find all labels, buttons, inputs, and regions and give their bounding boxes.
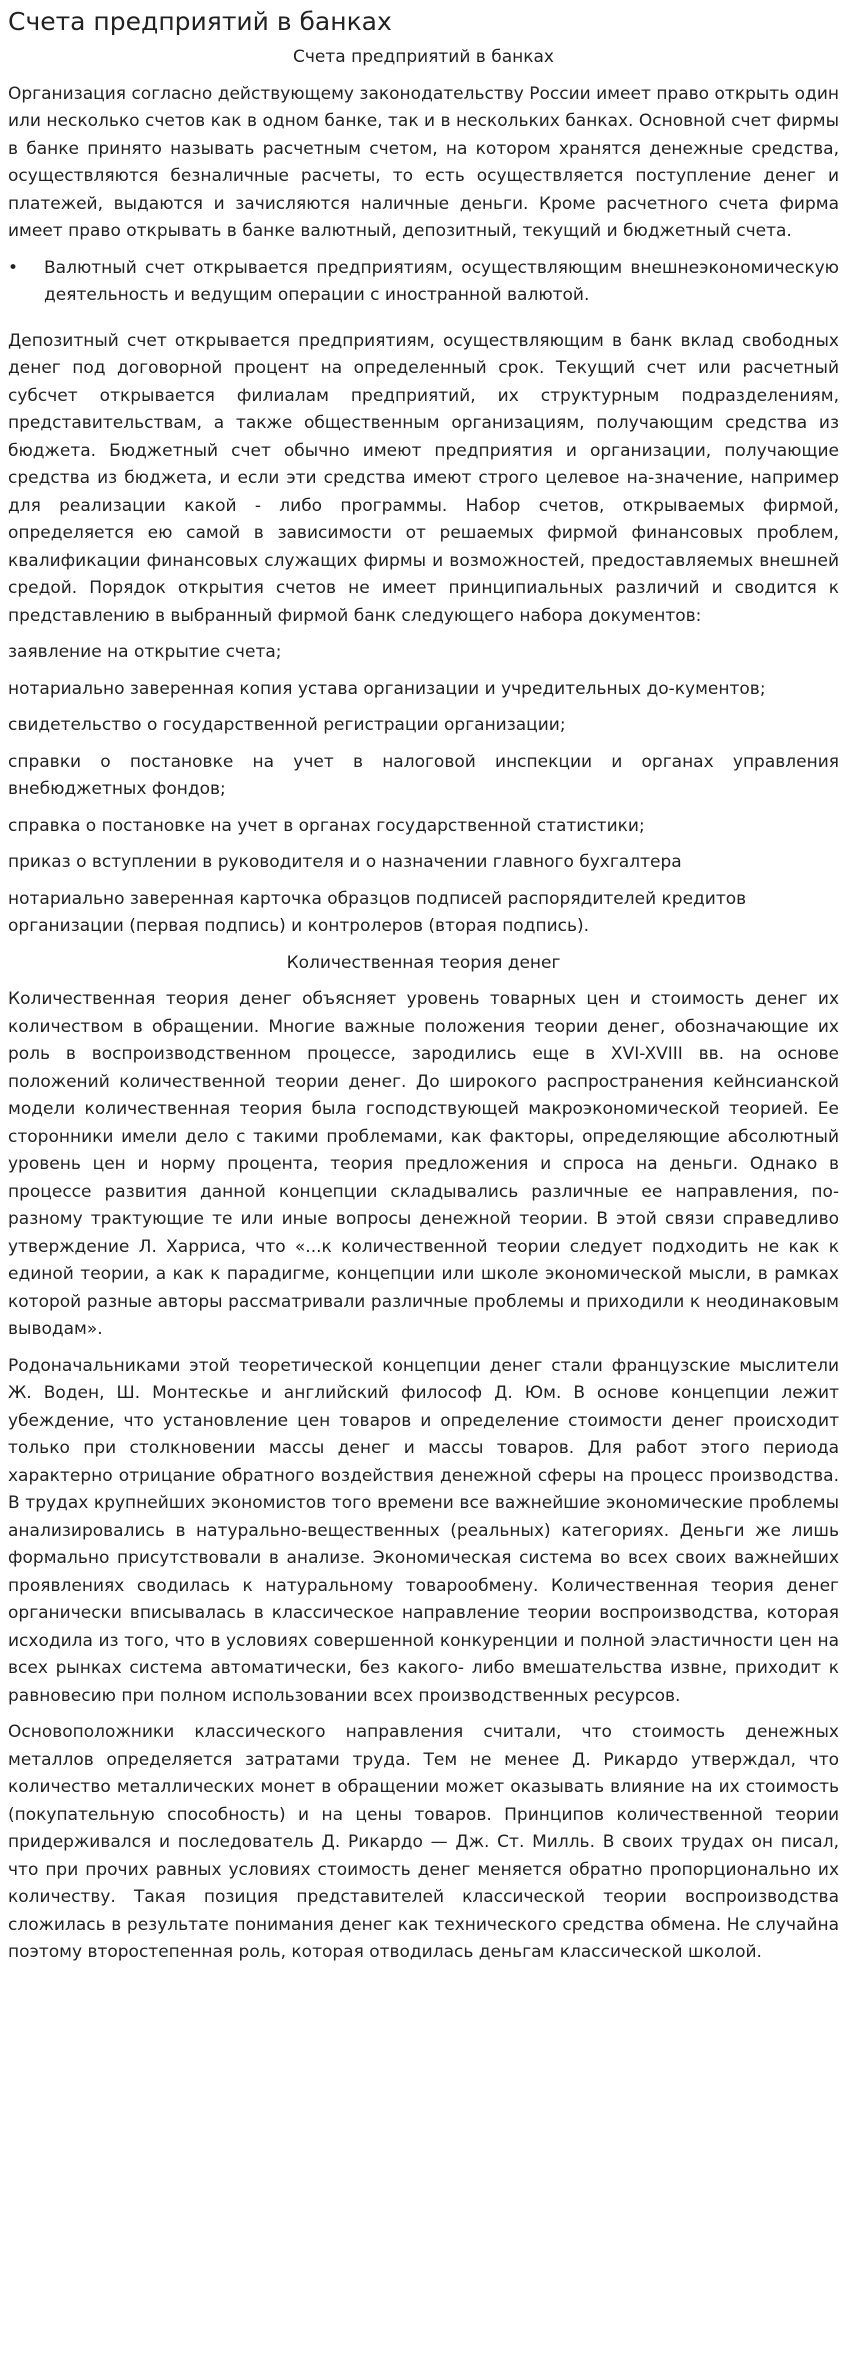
paragraph-classical-school: Основоположники классического направления считали, что стоимость денежных металлов определяется затратами труда. Тем не менее Д. Рикардо утверждал, что количество металлических монет в обращении может оказывать влияние на их стоимость (покупательную способность) и на цены товаров. Принципов количественной теории придерживался и последователь Д. Рикардо — Дж. Ст. Милль. В своих трудах он писал, что при прочих равных условиях стоимость денег меняется обратно пропорционально их количеству. Такая позиция представителей классической теории воспроизводства сложилась в результате понимания денег как технического средства обмена. Не случайна поэтому второстепенная роль, которая отводилась деньгам классической школой. <box>8 1722 839 1962</box>
bullet-text: Валютный счет открывается предприятиям, осуществляющим внешнеэкономическую деятельность и ведущим операции с иностранной валютой. <box>44 257 839 305</box>
document-list-item: приказ о вступлении в руководителя и о назначении главного бухгалтера <box>8 852 682 872</box>
paragraph-founders: Родоначальниками этой теоретической концепции денег стали французские мыслители Ж. Воден, Ш. Монтескье и английский философ Д. Юм. В основе концепции лежит убеждение, что установление цен товаров и определение стоимости денег происходит только при столкновении массы денег и массы товаров. Для работ этого периода характерно отрицание обратного воздействия денежной сферы на процесс производства. В трудах крупнейших экономистов того времени все важнейшие экономические проблемы анализировались в натурально-вещественных (реальных) категориях. Деньги же лишь формально присутствовали в анализе. Экономическая система во всех своих важнейших проявлениях сводилась к натуральному товарообмену. Количественная теория денег органически вписывалась в классическое направление теории воспроизводства, которая исходила из того, что в условиях совершенной конкуренции и полной эластичности цен на всех рынках система автоматически, без какого- либо вмешательства извне, приходит к равновесию при полном использовании всех производственных ресурсов. <box>8 1355 839 1706</box>
paragraph-accounts-intro: Организация согласно действующему законодательству России имеет право открыть один или несколько счетов как в одном банке, так и в нескольких банках. Основной счет фирмы в банке принято называть расчетным счетом, на котором хранятся денежные средства, осуществляются безналичные расчеты, то есть осуществляется поступление денег и платежей, выдаются и зачисляются наличные деньги. Кроме расчетного счета фирма имеет право открывать в банке валютный, депозитный, текущий и бюджетный счета. <box>8 83 839 241</box>
document-list-item: свидетельство о государственной регистрации организации; <box>8 715 566 735</box>
document-list-item: нотариально заверенная копия устава организации и учредительных до-кументов; <box>8 678 766 699</box>
section-heading-quantity-theory: Количественная теория денег <box>286 952 561 973</box>
document-list-item: нотариально заверенная карточка образцов подписей распорядителей кредитов организации (первая подпись) и контролеров (вторая подпись). <box>8 888 747 936</box>
paragraph-quantity-theory: Количественная теория денег объясняет уровень товарных цен и стоимость денег их количеством в обращении. Многие важные положения теории денег, обозначающие их роль в воспроизводственном процессе, зародились еще в XVI-XVIII вв. на основе положений количественной теории денег. До широкого распространения кейнсианской модели количественная теория была господствующей макроэкономической теорией. Ее сторонники имели дело с такими проблемами, как факторы, определяющие абсолютный уровень цен и норму процента, теория предложения и спроса на деньги. Однако в процессе развития данной концепции складывались различные ее направления, по-разному трактующие те или иные вопросы денежной теории. В этой связи справедливо утверждение Л. Харриса, что «...к количественной теории следует подходить не как к единой теории, а как к парадигме, концепции или школе экономической мысли, в рамках которой разные авторы рассматривали различные проблемы и приходили к неодинаковым выводам». <box>8 989 839 1339</box>
document-list-item: справка о постановке на учет в органах государственной статистики; <box>8 815 645 836</box>
section-heading-accounts: Счета предприятий в банках <box>293 47 554 67</box>
bullet-item-currency-account <box>8 255 839 319</box>
paragraph-account-types: Депозитный счет открывается предприятиям, осуществляющим в банк вклад свободных денег под договорной процент на определенный срок. Текущий счет или расчетный субсчет открывается филиалам предприятий, их структурным подразделениям, представительствам, а также общественным организациям, получающим средства из бюджета. Бюджетный счет обычно имеют предприятия и организации, получающие средства из бюджета, и если эти средства имеют строго целевое на-значение, например для реализации какой - либо программы. Набор счетов, открываемых фирмой, определяется ею самой в зависимости от решаемых фирмой финансовых проблем, квалификации финансовых служащих фирмы и возможностей, предоставляемых внешней средой. Порядок открытия счетов не имеет принципиальных различий и сводится к представлению в выбранный фирмой банк следующего набора документов: <box>8 330 839 626</box>
bullet-marker: • <box>8 257 19 278</box>
document-body <box>8 44 839 1976</box>
document-list-item: заявление на открытие счета; <box>8 642 282 662</box>
document-list-item: справки о постановке на учет в налоговой инспекции и органах управления внебюджетных фондов; <box>8 751 839 799</box>
page-title: Счета предприятий в банках <box>8 7 392 36</box>
